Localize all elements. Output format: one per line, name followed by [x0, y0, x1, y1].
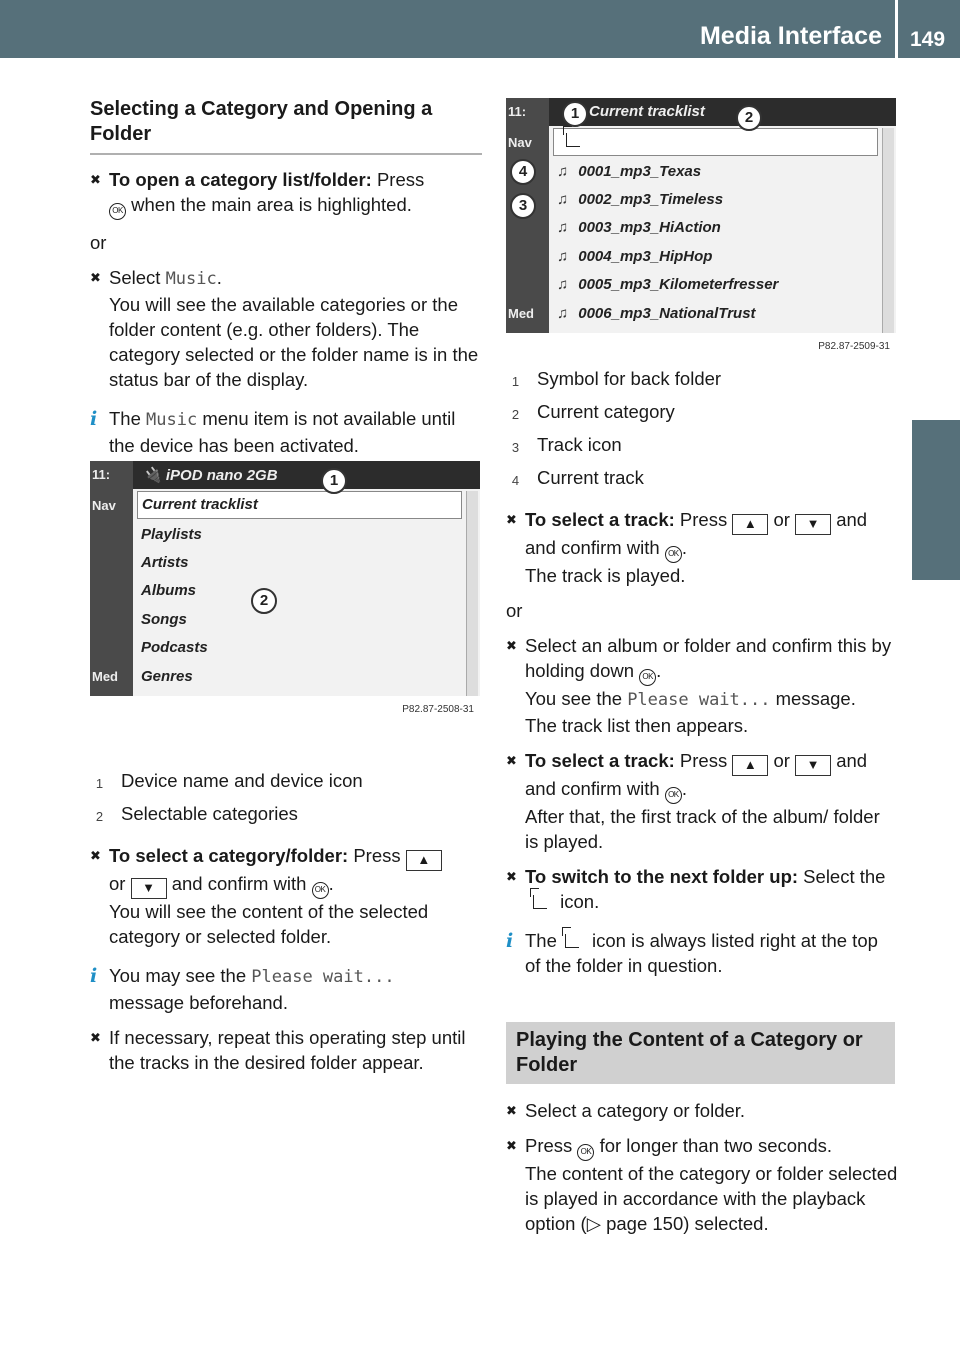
track-name: 0003_mp3_HiAction [578, 219, 721, 236]
ok-button-icon: OK [665, 787, 682, 804]
step-open-category [90, 167, 482, 220]
callout-1: 1 [321, 468, 347, 494]
step-description: message. [770, 688, 856, 709]
callout-2: 2 [736, 105, 762, 131]
step-folder-up [506, 864, 898, 914]
step-select-category [90, 843, 482, 949]
step-description: After that, the first track of the album/ folder is played. [525, 806, 880, 852]
step-text: Select the [798, 866, 886, 887]
track-name: 0001_mp3_Texas [578, 163, 702, 180]
step-description: The track list then appears. [525, 715, 749, 736]
legend-item [506, 366, 898, 394]
ok-button-icon: OK [109, 203, 126, 220]
step-text: Press [674, 509, 728, 530]
legend-text: Current track [537, 467, 644, 488]
menu-term: Music [146, 410, 198, 430]
step-text: Press [674, 750, 728, 771]
info-text: icon is always listed right at the top of the folder in question. [525, 930, 878, 976]
step-text: . [656, 660, 662, 681]
info-icon: i [90, 965, 98, 987]
category-row-selected[interactable]: Current tracklist [137, 491, 462, 519]
step-text: Press [525, 1135, 573, 1156]
step-text: or [768, 750, 790, 771]
message-term: Please wait... [627, 690, 771, 710]
scrollbar[interactable] [882, 128, 894, 333]
menu-term: Music [165, 269, 217, 289]
back-folder-icon [533, 895, 547, 909]
callout-4: 4 [510, 159, 536, 185]
step-text: Select a category or folder. [525, 1100, 746, 1121]
track-icon: ♫ [557, 163, 569, 180]
info-text: message beforehand. [109, 992, 288, 1013]
or-text: or [90, 232, 107, 253]
legend-number: 3 [511, 440, 520, 455]
category-row[interactable]: Artists [141, 554, 189, 571]
track-row[interactable] [553, 187, 878, 215]
up-key-icon: ▲ [732, 755, 768, 776]
section-heading: Selecting a Category and Opening a Folder [90, 97, 482, 155]
step-select-music [90, 265, 482, 392]
step-label: To open a category list/folder: [109, 169, 372, 190]
display-media-label: Med [92, 669, 118, 684]
step-text: and confirm with [166, 873, 307, 894]
display-screen [506, 98, 896, 333]
ok-button-icon: OK [665, 546, 682, 563]
display-nav-label: Nav [508, 135, 532, 150]
info-text: The [525, 930, 557, 951]
legend-number: 1 [511, 374, 520, 389]
step-label: To select a category/folder: [109, 845, 349, 866]
display-time: 11: [92, 467, 111, 482]
track-icon: ♫ [557, 276, 569, 293]
step-text: when the main area is highlighted. [126, 194, 412, 215]
step-text: or [109, 873, 126, 894]
up-key-icon: ▲ [732, 514, 768, 535]
legend-text: Track icon [537, 434, 622, 455]
track-row[interactable] [553, 272, 878, 300]
category-row[interactable]: Genres [141, 668, 193, 685]
ok-button-icon: OK [312, 882, 329, 899]
track-name: 0002_mp3_Timeless [578, 191, 724, 208]
step-press-long [506, 1133, 898, 1236]
category-row[interactable]: Albums [141, 582, 197, 599]
step-text: If necessary, repeat this operating step until the tracks in the desired folder appear. [109, 1027, 466, 1073]
page-section-title: Media Interface [699, 22, 882, 50]
device-icon: 🔌 [143, 467, 162, 484]
step-text: . [681, 537, 687, 558]
step-arrow-icon: ✖ [506, 1138, 517, 1153]
category-row[interactable]: Playlists [141, 526, 202, 543]
track-name: 0006_mp3_NationalTrust [578, 305, 756, 322]
image-caption: P82.87-2509-31 [818, 341, 890, 352]
legend-number: 2 [511, 407, 520, 422]
step-arrow-icon: ✖ [90, 848, 101, 863]
display-status-bar [549, 98, 896, 126]
legend-item [506, 432, 898, 460]
step-arrow-icon: ✖ [90, 1030, 101, 1045]
up-key-icon: ▲ [406, 850, 442, 871]
step-text: for longer than two seconds. [594, 1135, 832, 1156]
step-description: You will see the available categories or the folder content (e.g. other folders). The category selected or the folder name is in the status bar of the display. [109, 294, 479, 390]
track-row[interactable] [553, 244, 878, 272]
info-note [506, 928, 898, 978]
step-arrow-icon: ✖ [506, 512, 517, 527]
section-heading: Playing the Content of a Category or Folder [506, 1022, 895, 1084]
step-text: or [768, 509, 790, 530]
legend-number: 4 [511, 473, 520, 488]
step-arrow-icon: ✖ [506, 638, 517, 653]
info-icon: i [506, 930, 514, 952]
down-key-icon: ▼ [131, 878, 167, 899]
display-nav-label: Nav [92, 498, 116, 513]
track-row[interactable] [553, 215, 878, 243]
legend-text: Current category [537, 401, 675, 422]
device-name: iPOD nano 2GB [165, 467, 278, 484]
step-arrow-icon: ✖ [90, 172, 101, 187]
track-icon: ♫ [557, 305, 569, 322]
step-description: The track is played. [525, 565, 686, 586]
step-text: . [216, 267, 222, 288]
ok-button-icon: OK [577, 1144, 594, 1161]
step-label: To select a track: [525, 750, 675, 771]
step-arrow-icon: ✖ [506, 869, 517, 884]
step-arrow-icon: ✖ [90, 270, 101, 285]
ok-button-icon: OK [639, 669, 656, 686]
display-list-panel [133, 461, 480, 696]
back-folder-icon [565, 934, 579, 948]
step-description: You see the [525, 688, 628, 709]
step-text: Select [109, 267, 166, 288]
step-select-category [506, 1098, 898, 1123]
step-repeat [90, 1025, 482, 1075]
step-text: and confirm with [525, 537, 660, 558]
step-select-track-2: ✖ To select a track: Press ▲ or ▼ and and confirm with OK . After that, the first track of the album/ folder is played. [506, 750, 880, 852]
track-row[interactable] [553, 301, 878, 329]
screenshot-tracklist [506, 98, 896, 355]
track-name: 0005_mp3_Kilometerfresser [578, 276, 779, 293]
track-row-current[interactable] [553, 159, 878, 187]
callout-2: 2 [251, 588, 277, 614]
display-left-column [90, 461, 133, 696]
current-category: Current tracklist [589, 103, 705, 120]
step-label: To switch to the next folder up: [525, 866, 799, 887]
category-row[interactable]: Podcasts [141, 639, 208, 656]
display-time: 11: [508, 104, 527, 119]
side-tab-label: Audio [908, 483, 938, 560]
legend-number: 1 [95, 776, 104, 791]
display-media-label: Med [508, 306, 534, 321]
legend-text: Selectable categories [121, 803, 298, 824]
info-note [90, 963, 482, 1015]
header-divider [895, 0, 898, 58]
step-arrow-icon: ✖ [506, 753, 517, 768]
display-screen [90, 461, 480, 696]
step-text: icon. [555, 891, 600, 912]
info-text: The [109, 408, 147, 429]
step-text: Select an album or folder and confirm this by holding down [525, 635, 892, 681]
info-icon: i [90, 408, 98, 430]
legend-text: Symbol for back folder [537, 368, 722, 389]
step-arrow-icon: ✖ [506, 1103, 517, 1118]
screenshot-ipod-categories [90, 461, 480, 718]
message-term: Please wait... [251, 967, 395, 987]
category-row[interactable]: Songs [141, 611, 187, 628]
scrollbar[interactable] [466, 491, 478, 696]
legend-item [506, 465, 898, 493]
step-text: Press [348, 845, 401, 866]
legend-number: 2 [95, 809, 104, 824]
info-text: You may see the [109, 965, 252, 986]
step-text: Press [371, 169, 425, 190]
back-folder-icon [566, 133, 580, 147]
down-key-icon: ▼ [795, 514, 831, 535]
info-text: menu item is not available until the device has been activated. [109, 408, 456, 456]
or-text: or [506, 600, 523, 621]
right-column [506, 366, 898, 1246]
track-icon: ♫ [557, 248, 569, 265]
legend-item [90, 801, 482, 829]
info-note [90, 406, 482, 458]
track-icon: ♫ [557, 219, 569, 236]
display-status-bar [133, 461, 480, 489]
legend-text: Device name and device icon [121, 770, 363, 791]
step-description: You will see the content of the selected category or selected folder. [109, 901, 429, 947]
display-list-panel [549, 98, 896, 333]
callout-1: 1 [562, 101, 588, 127]
callout-3: 3 [510, 193, 536, 219]
step-text: . [328, 873, 334, 894]
track-icon: ♫ [557, 191, 569, 208]
back-folder-row[interactable] [553, 128, 878, 156]
down-key-icon: ▼ [795, 755, 831, 776]
step-hold-album [506, 633, 898, 738]
step-description: The content of the category or folder selected is played in accordance with the playback option (▷ page 150) selected. [525, 1163, 898, 1234]
legend-item [90, 768, 482, 796]
page-number: 149 [910, 28, 946, 51]
legend-item [506, 399, 898, 427]
step-select-track: ✖ To select a track: Press ▲ or ▼ and and confirm with OK . The track is played. [506, 509, 868, 586]
step-text: . [681, 778, 687, 799]
image-caption: P82.87-2508-31 [402, 704, 474, 715]
step-label: To select a track: [525, 509, 675, 530]
track-name: 0004_mp3_HipHop [578, 248, 713, 265]
step-text: and confirm with [525, 778, 660, 799]
